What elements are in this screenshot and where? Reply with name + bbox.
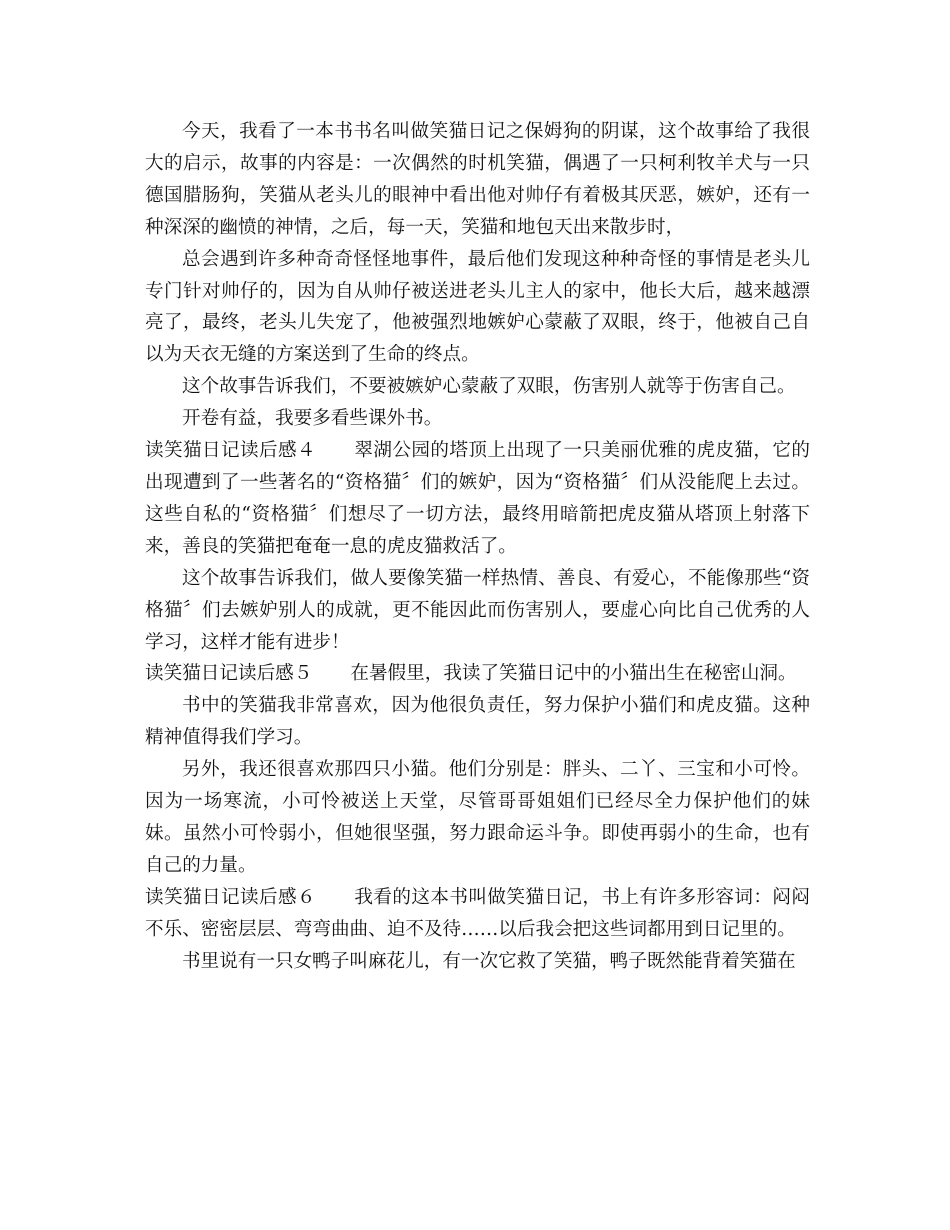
section-text: 我看的这本书叫做笑猫日记，书上有许多形容词：闷闷不乐、密密层层、弯弯曲曲、迫不及待……以后我会把这些词都用到日记里的。	[145, 886, 810, 940]
paragraph: 开卷有益，我要多看些课外书。	[182, 408, 443, 430]
paragraph: 这个故事告诉我们，做人要像笑猫一样热情、善良、有爱心，不能像那些“资格猫〞们去嫉妒别人的成就，更不能因此而伤害别人，要虚心向比自己优秀的人学习，这样才能有进步！	[145, 567, 810, 653]
paragraph: 今天，我看了一本书书名叫做笑猫日记之保姆狗的阴谋，这个故事给了我很大的启示，故事的内容是：一次偶然的时机笑猫，偶遇了一只柯利牧羊犬与一只德国腊肠狗，笑猫从老头儿的眼神中看出他对帅仔有着极其厌恶，嫉妒，还有一种深深的幽愤的神情，之后，每一天，笑猫和地包天出来散步时，	[145, 121, 810, 238]
paragraph: 书里说有一只女鸭子叫麻花儿，有一次它救了笑猫，鸭子既然能背着笑猫在	[182, 950, 796, 972]
section-paragraph	[145, 882, 810, 946]
section-paragraph	[145, 435, 810, 563]
section-paragraph	[145, 658, 810, 690]
paragraph: 书中的笑猫我非常喜欢，因为他很负责任，努力保护小猫们和虎皮猫。这种精神值得我们学习。	[145, 695, 810, 749]
paragraph: 这个故事告诉我们，不要被嫉妒心蒙蔽了双眼，伤害别人就等于伤害自己。	[182, 376, 796, 398]
paragraph: 另外，我还很喜欢那四只小猫。他们分别是：胖头、二丫、三宝和小可怜。因为一场寒流，小可怜被送上天堂，尽管哥哥姐姐们已经尽全力保护他们的妹妹。虽然小可怜弱小，但她很坚强，努力跟命运斗争。即使再弱小的生命，也有自己的力量。	[145, 759, 810, 876]
section-title: 读笑猫日记读后感４	[145, 440, 316, 462]
document-body	[145, 116, 810, 977]
section-title: 读笑猫日记读后感５	[145, 663, 313, 685]
section-title: 读笑猫日记读后感６	[145, 886, 316, 908]
section-text: 翠湖公园的塔顶上出现了一只美丽优雅的虎皮猫，它的出现遭到了一些著名的“资格猫〞们的嫉妒，因为“资格猫〞们从没能爬上去过。这些自私的“资格猫〞们想尽了一切方法，最终用暗箭把虎皮猫从塔顶上射落下来，善良的笑猫把奄奄一息的虎皮猫救活了。	[145, 440, 810, 557]
paragraph: 总会遇到许多种奇奇怪怪地事件，最后他们发现这种种奇怪的事情是老头儿专门针对帅仔的，因为自从帅仔被送进老头儿主人的家中，他长大后，越来越漂亮了，最终，老头儿失宠了，他被强烈地嫉妒心蒙蔽了双眼，终于，他被自己自以为天衣无缝的方案送到了生命的终点。	[145, 248, 810, 366]
section-text: 在暑假里，我读了笑猫日记中的小猫出生在秘密山洞。	[350, 663, 797, 685]
